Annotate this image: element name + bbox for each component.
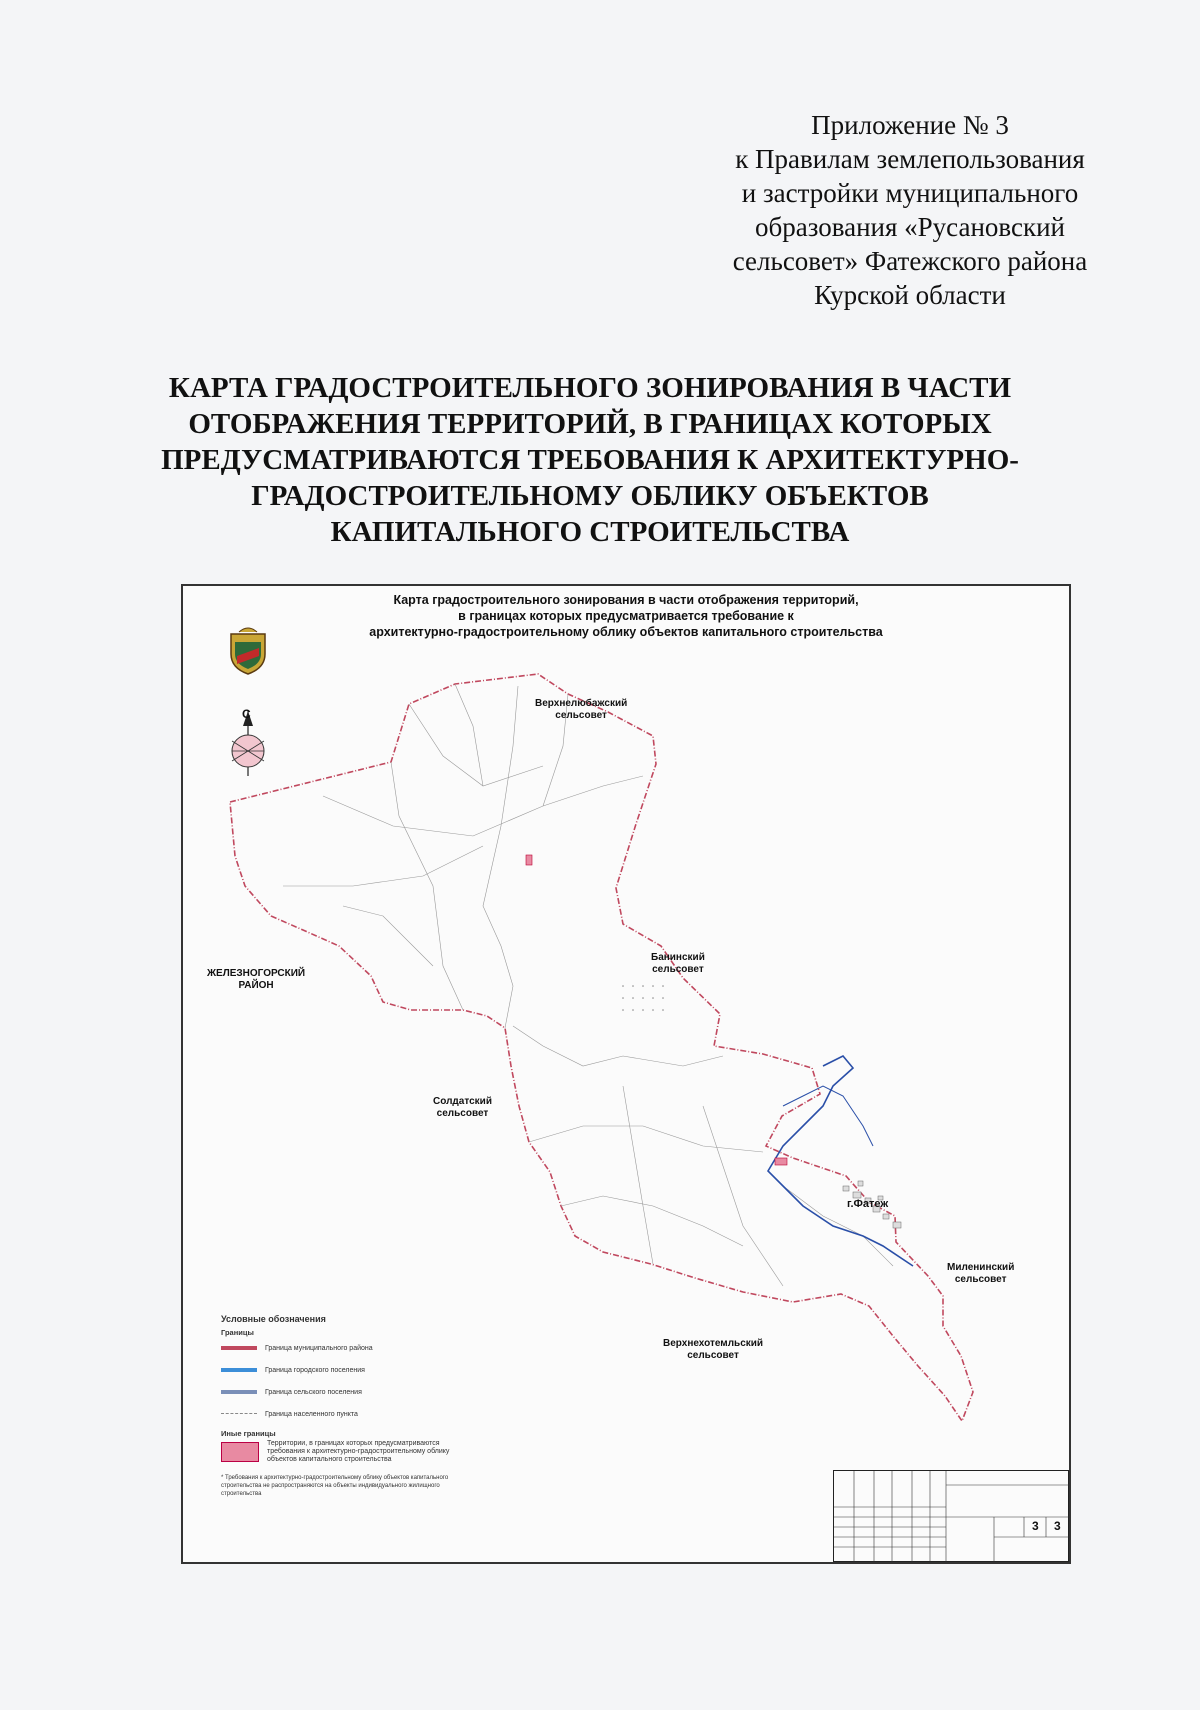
appendix-line: образования «Русановский xyxy=(754,212,1066,242)
title-line: ПРЕДУСМАТРИВАЮТСЯ ТРЕБОВАНИЯ К АРХИТЕКТУРНО- xyxy=(161,444,1019,476)
map-title-line: архитектурно-градостроительному облику объектов капитального строительства xyxy=(369,625,883,639)
legend-group: Иные границы xyxy=(221,1429,276,1438)
legend-item: Граница муниципального района xyxy=(221,1337,621,1359)
map-sheet xyxy=(181,584,1071,1564)
label-zheleznogorsk: ЖЕЛЕЗНОГОРСКИЙ РАЙОН xyxy=(207,968,306,991)
title-line: ОТОБРАЖЕНИЯ ТЕРРИТОРИЙ, В ГРАНИЦАХ КОТОРЫХ xyxy=(188,408,992,440)
appendix-line: к Правилам землепользования xyxy=(735,144,1085,174)
label-banino: Банинский сельсовет xyxy=(651,952,705,975)
title-line: КАРТА ГРАДОСТРОИТЕЛЬНОГО ЗОНИРОВАНИЯ В ЧАСТИ xyxy=(168,372,1012,404)
page-title xyxy=(160,370,1020,550)
title-line: ГРАДОСТРОИТЕЛЬНОМУ ОБЛИКУ ОБЪЕКТОВ xyxy=(251,480,929,512)
legend-swatch xyxy=(221,1346,257,1350)
title-line: КАПИТАЛЬНОГО СТРОИТЕЛЬСТВА xyxy=(330,516,850,548)
legend-note: * Требования к архитектурно-градостроительному облику объектов капитального строительства не распространяются на объекты индивидуального жилищного строительства xyxy=(221,1475,449,1497)
requirement-zone xyxy=(526,855,532,865)
appendix-line: и застройки муниципального xyxy=(741,178,1079,208)
appendix-line: Приложение № 3 xyxy=(811,110,1009,140)
legend-swatch xyxy=(221,1413,257,1415)
legend-group: Границы xyxy=(221,1328,254,1337)
legend-swatch xyxy=(221,1442,259,1462)
legend-item: Граница населенного пункта xyxy=(221,1403,621,1425)
stamp-sheet: 3 xyxy=(1032,1519,1039,1533)
appendix-line: сельсовет» Фатежского района xyxy=(732,246,1088,276)
legend-swatch xyxy=(221,1368,257,1372)
map-title-line: в границах которых предусматривается требование к xyxy=(458,609,794,623)
north-letter: С xyxy=(242,707,251,721)
map-title-line: Карта градостроительного зонирования в части отображения территорий, xyxy=(393,593,859,607)
appendix-header xyxy=(690,108,1130,312)
label-milenino: Миленинский сельсовет xyxy=(947,1262,1015,1285)
legend-title: Условные обозначения xyxy=(221,1314,326,1324)
title-block-stamp xyxy=(833,1470,1069,1562)
label-fatezh: г.Фатеж xyxy=(847,1198,889,1210)
field-grid xyxy=(622,985,664,1011)
label-verkhnekhotemlsk: Верхнехотемльский сельсовет xyxy=(663,1338,764,1361)
river xyxy=(768,1056,913,1266)
appendix-line: Курской области xyxy=(814,280,1006,310)
stamp-sheets: 3 xyxy=(1054,1519,1061,1533)
label-soldatskiy: Солдатский сельсовет xyxy=(433,1096,492,1119)
legend-item: Территории, в границах которых предусматриваются требования к архитектурно-градостроительному облику объектов капитального строительства xyxy=(221,1438,471,1466)
legend xyxy=(221,1314,621,1498)
legend-swatch xyxy=(221,1390,257,1394)
stamp-grid xyxy=(834,1471,1070,1563)
requirement-zone xyxy=(775,1158,787,1165)
legend-item: Граница сельского поселения xyxy=(221,1381,621,1403)
coat-of-arms-icon xyxy=(231,628,265,674)
municipal-boundary xyxy=(230,674,973,1421)
settlement-boundaries xyxy=(283,684,893,1286)
label-verkhnelyubazh: Верхнелюбажский сельсовет xyxy=(535,698,628,721)
legend-item: Граница городского поселения xyxy=(221,1359,621,1381)
